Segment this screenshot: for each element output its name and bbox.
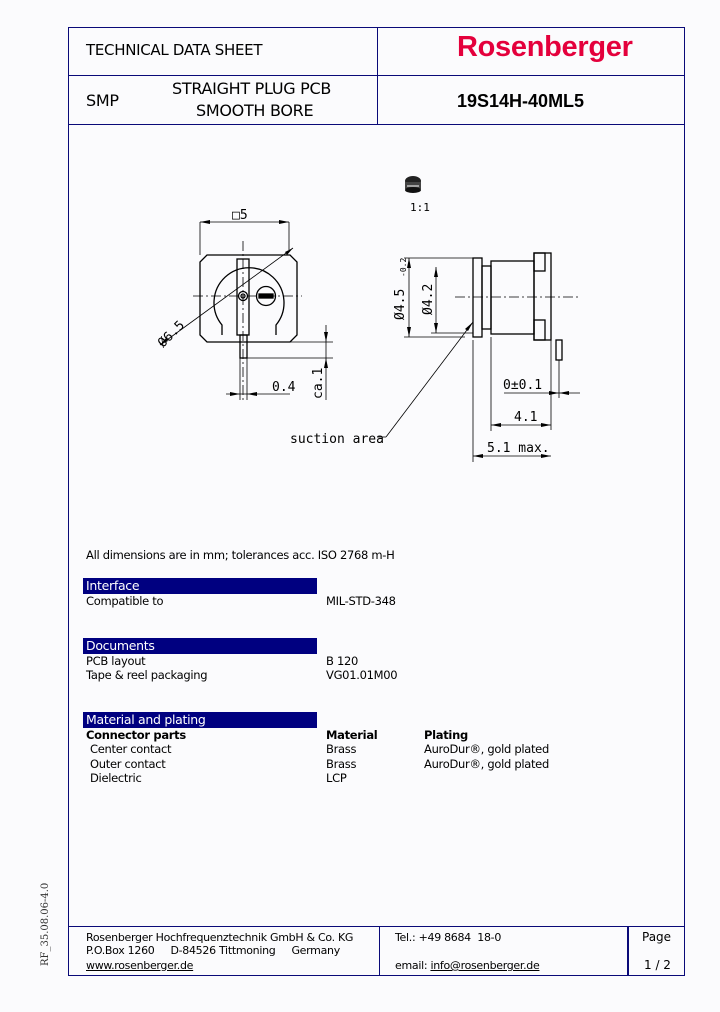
dim-side-outer: Ø4.5 (393, 288, 408, 320)
brand-logo: Rosenberger (457, 31, 633, 63)
part-name: Outer contact (90, 757, 166, 771)
part-name: Dielectric (90, 771, 142, 785)
footer-company: Rosenberger Hochfrequenztechnik GmbH & Co. KG (86, 931, 354, 944)
divider (379, 926, 380, 976)
interface-value: MIL-STD-348 (326, 594, 396, 608)
col-header-material: Material (326, 728, 378, 742)
product-line-2: SMOOTH BORE (196, 101, 314, 120)
part-material: LCP (326, 771, 347, 785)
dim-max-length: 5.1 max. (487, 441, 550, 456)
suction-area-label: suction area (290, 432, 384, 447)
tolerance-note: All dimensions are in mm; tolerances acc. ISO 2768 m-H (86, 548, 395, 562)
dim-pin-width: 0.4 (272, 380, 296, 395)
divider (627, 926, 629, 976)
section-interface: Interface (83, 578, 317, 594)
connector-3d-icon (405, 176, 421, 193)
dim-side-inner: Ø4.2 (421, 283, 436, 315)
part-name: Center contact (90, 742, 172, 756)
page-label: Page (642, 930, 672, 944)
dim-side-outer-tol: -0.2 (399, 257, 408, 277)
footer-email-row (395, 959, 539, 972)
section-material: Material and plating (83, 712, 317, 728)
col-header-part: Connector parts (86, 728, 186, 742)
side-document-code: RF_35.08.06-4.0 (40, 882, 51, 966)
part-number: 19S14H-40ML5 (457, 91, 585, 111)
doc-label: PCB layout (86, 654, 146, 668)
dim-front-diameter: Ø6.5 (155, 318, 188, 351)
part-plating: AuroDur®, gold plated (424, 742, 549, 756)
footer-email-link[interactable]: info@rosenberger.de (430, 959, 540, 972)
footer-tel: Tel.: +49 8684 18-0 (395, 931, 502, 944)
section-documents: Documents (83, 638, 317, 654)
product-line-1: STRAIGHT PLUG PCB (172, 79, 332, 98)
page-number: 1 / 2 (644, 958, 671, 972)
email-label: email: (395, 959, 431, 972)
divider (68, 926, 685, 927)
dim-pin-offset: 0±0.1 (503, 378, 543, 393)
part-material: Brass (326, 742, 357, 756)
dim-square: □5 (232, 208, 248, 223)
dim-pin-length: ca.1 (311, 367, 326, 399)
part-material: Brass (326, 757, 357, 771)
dim-body-length: 4.1 (514, 410, 538, 425)
doc-value: VG01.01M00 (326, 668, 398, 682)
interface-label: Compatible to (86, 594, 164, 608)
doc-label: Tape & reel packaging (86, 668, 208, 682)
doc-type: TECHNICAL DATA SHEET (86, 41, 263, 59)
footer-website-link[interactable]: www.rosenberger.de (86, 959, 194, 972)
doc-value: B 120 (326, 654, 358, 668)
scale-label: 1:1 (410, 201, 430, 214)
col-header-plating: Plating (424, 728, 468, 742)
footer-address: P.O.Box 1260 D-84526 Tittmoning Germany (86, 944, 340, 957)
part-plating: AuroDur®, gold plated (424, 757, 549, 771)
series: SMP (86, 91, 119, 110)
